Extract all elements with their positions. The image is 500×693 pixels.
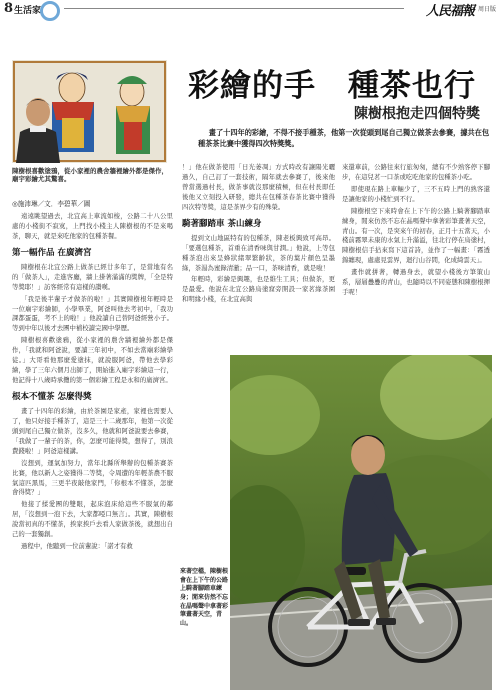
article-column-1 <box>12 200 173 690</box>
byline: ◎施沛琳／文．李碧華／圖 <box>12 200 91 208</box>
paragraph: 陳樹根喜歡塗鴉，從小家裡的農舍牆裡繪外都是傑作，「我就和阿爸說，要讀三年初中，不如去當廟彩繪學徒。」大哥看他那麼愛塗抹，就說服阿爸，帶他去學彩繪，學了三年六個月出師了，開始進入廟宇彩繪這一行，他記得十八歲時承攬的第一個彩繪工程是永和的廣濟宮。 <box>12 336 173 384</box>
paragraph: 「我是後半輩子才做茶的啦！」其實陳樹根年輕時是一位廟宇彩繪師，小學畢業，阿爸叫他去考初中，「我功課都蛋蛋，考不上的啦！」他說讀自己替阿爸經營小子。等到中年以後才去團中補校讀完國中學歷。 <box>12 294 173 333</box>
newspaper-masthead: 人民福報 <box>425 4 474 19</box>
header-divider <box>64 8 404 9</box>
paragraph: 沒想到，運氣加努力，當年北縣所舉辦的包種茶賽茶比賽，他以新人之姿獲得二等獎，令周遭的年輕茶農不服氣這匹黑馬，三更半夜敲他家門，「你根本不懂茶，怎麼會得獎？」 <box>12 458 173 497</box>
paragraph: 畫了十四年的彩繪，由於茶園是家產，家裡也需要人了，他只好接手種茶了，這是三十二歲那年，他第一次從頭到尾自己獨立做茶，沒多久，他就和阿爸說要去參賽，「我做了一輩子的茶，你，怎麼可能得獎，想得了，別浪費錢啦！」阿爸這樣講。 <box>12 407 173 455</box>
section-label: 生活家 <box>14 6 42 16</box>
section-heading: 根本不懂茶 怎麼得獎 <box>12 391 92 402</box>
paragraph: 畫作就拼著，轉過身去，就望小棧後方筆策山系，層層疊疊的青山，也隨時以不同姿態和陳樹根揮手呢！ <box>342 268 490 297</box>
paragraph: 過程中，他聽到一位前輩說：「諾才有救 <box>20 542 133 551</box>
circle-ornament-icon <box>40 1 60 21</box>
paragraph: 遠遠眺望過去，北宜高上車流如梭，公路二十八公里處的小棧街不寂寞，上門找小棧主人陳樹根的不是來喝茶，聊天，就是來吃他家的包種茶餐。 <box>12 211 173 240</box>
article-column-2 <box>182 163 335 353</box>
article-headline: 彩繪的手 種茶也行 <box>188 68 476 104</box>
bicycle-photo-caption: 來著空檔，陳樹根會在上下午的公路上騎著腳踏車練身；閒來仿然不忘在晶嗎聲中拿著彩筆畫著天空，青山。 <box>180 568 229 628</box>
paragraph: 陳樹根空下來時會在上下午的公路上騎著腳踏車練身，閒來仿然不忘在晶嗎聲中拿著彩筆畫著天空，青山。有一次，是突來午的初春，正月十五當天，小棧前霧翠未康的水氣上升滿溢，往北行停在烏塗村，陳樹根信手拈來寫下這首詩，並作了一幅畫：「霧透錦纏現，處處見雲界，迴行山谷間，化成綺雲天」。 <box>342 206 490 265</box>
paragraph: 提到文山地區特有的包種茶，陳老板興致可高昂。「要選包種茶，首重在清香味與甘潤。」他說，上等包種茶泡出來呈蜂狀緒翠繁齡狀，茶的葉片顏色呈墨綠，茶湯為蜜錄清澈；品一口，茶味清香，就是啦！ <box>182 233 335 272</box>
paragraph: 陳樹根在北宜公路上做茶已經廿多年了，是當地有名的「做茶人」，走進客廳，牆上掛著滿滿的獎牌，「全是特等獎耶！」訪客經常有這樣的讚嘆。 <box>12 262 173 291</box>
page-header <box>0 0 500 20</box>
article-lead: 畫了十四年的彩繪，不得不接手種茶，他第一次從頭到尾自己獨立做茶去參賽，據共在包種茶茶比賽中獲得四次特獎獎。 <box>198 128 490 149</box>
article-column-3 <box>342 163 490 353</box>
paragraph: 來還車前，公路往來行旅匆匆，總有不少熟客停下腳步，在這兒茗一口茶或吃吃他家的包種茶小吃。 <box>342 163 490 181</box>
paragraph: ！」他在做茶使用「日光萎凋」方式時改有讓陽光曬過久，自己訂了一套技術，隔年就去參賽了，後來他曾當選過村長，做茶事就沒那麼積極，但在村長即任後他又立刻投入研發，總共在包種茶春茶比賽中獲得四次特等獎，這是茶界少有的殊榮。 <box>182 163 335 211</box>
paragraph: 他接了揉愛團的雙眼，起床泡床給這些不服氣的鄰居，「沒想到一泡下去，大家都啞口無言」。其實，陳樹根說當初真的不懂茶，挨家挨戶去看人家做茶後，就想出自己的一套獨創。 <box>12 500 173 539</box>
section-heading: 騎著腳踏車 茶山練身 <box>182 218 262 229</box>
section-heading: 第一幅作品 在廣濟宮 <box>12 247 92 258</box>
mural-illustration <box>12 60 167 163</box>
temple-mural-photo <box>12 60 167 163</box>
cyclist-illustration <box>230 355 492 690</box>
top-photo-caption: 陳樹根喜歡塗鴉，從小家裡的農舍牆裡繪外都是傑作，廟宇彩繪尤其驚喜。 <box>12 167 168 184</box>
bicycle-photo <box>230 355 492 690</box>
masthead-edition: 周日版 <box>477 6 496 13</box>
page-number: 8 <box>4 1 14 16</box>
paragraph: 年輕時，彩繪是興趣，也是維生工具；但做茶，更是最愛。他說在北宜公路烏塗窟旁開設一家茗緣茶園和明緣小棧，在北宜高與 <box>182 275 335 304</box>
paragraph: 即使現在路上車輛少了，三不五時上門的熟客還是讓他家的小棧忙到不行。 <box>342 184 490 203</box>
article-subheadline: 陳樹根抱走四個特獎 <box>354 106 480 122</box>
